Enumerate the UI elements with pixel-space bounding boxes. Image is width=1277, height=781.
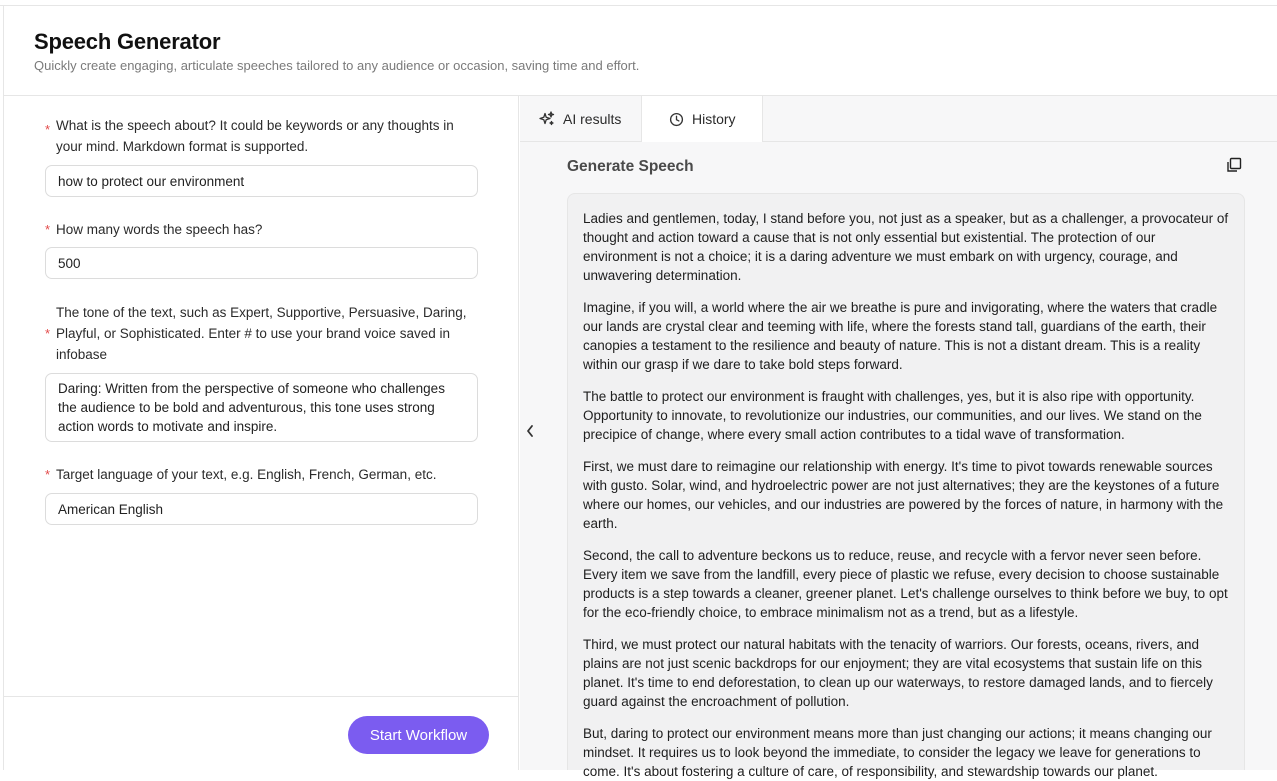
speech-paragraph: The battle to protect our environment is fraught with challenges, yes, but it is also ripe with opportunity. Opportunity to innovate, to revolutionize our industries, our communities, and our lives. We stand on the precipice of change, where every small action contributes to a tidal wave of transformation. bbox=[583, 389, 1202, 442]
language-label-text: Target language of your text, e.g. English, French, German, etc. bbox=[56, 467, 437, 482]
clock-icon bbox=[669, 112, 684, 127]
speech-paragraph: Second, the call to adventure beckons us to reduce, reuse, and recycle with a fervor never seen before. Every item we save from the landfill, every piece of plastic we refuse, every decision to choose sustainable products is a step towards a cleaner, greener planet. Let's challenge ourselves to think before we buy, to opt for the eco-friendly choice, to embrace minimalism not as a trend, but as a lifestyle. bbox=[583, 548, 1228, 620]
required-mark: * bbox=[45, 122, 51, 137]
result-title: Generate Speech bbox=[567, 158, 694, 175]
tab-history[interactable] bbox=[641, 96, 763, 142]
tone-label bbox=[45, 302, 478, 365]
words-field bbox=[45, 219, 478, 279]
form-footer bbox=[4, 696, 519, 770]
speech-paragraph: Imagine, if you will, a world where the air we breathe is pure and invigorating, where the waters that cradle our lands are crystal clear and teeming with life, where the forests stand tall, guardians of the earth, their canopies a testament to the resilience and beauty of nature. This is not a distant dream. This is a reality within our grasp if we dare to take bold steps forward. bbox=[583, 300, 1218, 372]
speech-paragraph: First, we must dare to reimagine our relationship with energy. It's time to pivot towards renewable sources with gusto. Solar, wind, and hydroelectric power are not just alternatives; they are the keystones of a future where our homes, our vehicles, and our industries are powered by the forces of nature, in harmony with the earth. bbox=[583, 459, 1224, 531]
speech-paragraph: Ladies and gentlemen, today, I stand before you, not just as a speaker, but as a challenger, a provocateur of thought and action toward a cause that is not only essential but existential. The protection of our environment is not a choice; it is a daring adventure we must embark on with urgency, courage, and unwavering determination. bbox=[583, 211, 1229, 283]
copy-icon[interactable] bbox=[1226, 157, 1242, 178]
start-workflow-button[interactable]: Start Workflow bbox=[348, 716, 489, 754]
tab-ai-results[interactable] bbox=[520, 96, 641, 142]
page-header bbox=[4, 6, 1277, 96]
topic-input[interactable]: how to protect our environment bbox=[45, 165, 478, 197]
words-input[interactable]: 500 bbox=[45, 247, 478, 279]
tone-label-text: The tone of the text, such as Expert, Supportive, Persuasive, Daring, Playful, or Sophisticated. Enter # to use your brand voice saved in infobase bbox=[56, 305, 467, 362]
page-subtitle: Quickly create engaging, articulate speeches tailored to any audience or occasion, saving time and effort. bbox=[34, 58, 640, 73]
tab-ai-results-label: AI results bbox=[563, 111, 622, 127]
speech-output bbox=[567, 193, 1245, 779]
required-mark: * bbox=[45, 326, 51, 341]
words-label-text: How many words the speech has? bbox=[56, 222, 263, 237]
sparkle-icon bbox=[539, 111, 555, 127]
required-mark: * bbox=[45, 222, 51, 237]
speech-paragraph: Third, we must protect our natural habitats with the tenacity of warriors. Our forests, oceans, rivers, and plains are not just scenic backdrops for our enjoyment; they are vital ecosystems that sustain life on this planet. It's time to end deforestation, to clean up our waterways, to restore damaged lands, and to fiercely guard against the encroachment of pollution. bbox=[583, 637, 1213, 709]
speech-paragraph: But, daring to protect our environment means more than just changing our actions; it means changing our mindset. It requires us to look beyond the immediate, to consider the legacy we leave for generations to come. It's about fostering a culture of care, of responsibility, and stewardship towards our planet. bbox=[583, 726, 1212, 779]
language-input[interactable]: American English bbox=[45, 493, 478, 525]
topic-label-text: What is the speech about? It could be keywords or any thoughts in your mind. Markdown format is supported. bbox=[56, 118, 454, 154]
collapse-panel-button[interactable] bbox=[520, 418, 540, 448]
page-title: Speech Generator bbox=[34, 29, 221, 54]
words-label bbox=[45, 219, 478, 240]
language-label bbox=[45, 464, 478, 485]
results-panel bbox=[520, 96, 1277, 779]
results-tabs bbox=[520, 96, 1277, 142]
tone-field bbox=[45, 302, 478, 442]
required-mark: * bbox=[45, 467, 51, 482]
language-field bbox=[45, 464, 478, 525]
topic-label bbox=[45, 115, 478, 157]
tone-textarea[interactable]: Daring: Written from the perspective of someone who challenges the audience to be bold and adventurous, this tone uses strong action words to motivate and inspire. bbox=[45, 373, 478, 442]
chevron-left-icon bbox=[525, 424, 535, 443]
topic-field bbox=[45, 115, 478, 197]
input-form-panel bbox=[4, 96, 519, 770]
tab-history-label: History bbox=[692, 111, 736, 127]
